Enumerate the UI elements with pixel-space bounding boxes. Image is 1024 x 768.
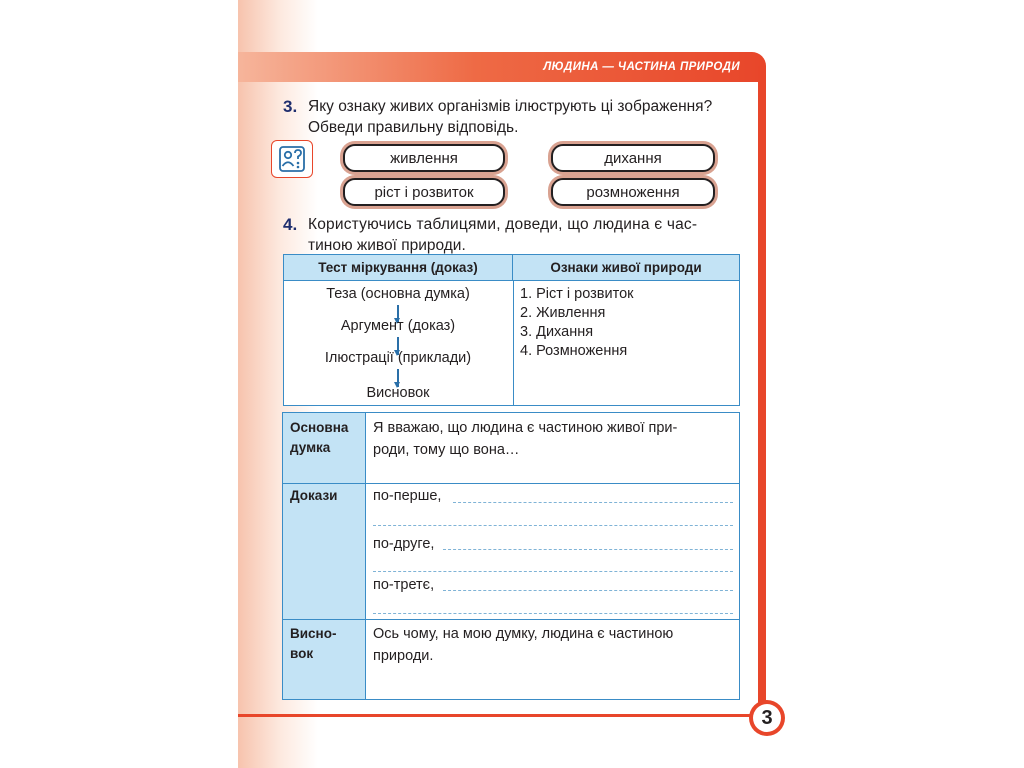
evidence-first [373,485,728,507]
chain-item-illustrations: Ілюстрації (приклади) [324,350,472,366]
task-text-line: Користуючись таблицями, доведи, що людина є час- [308,216,698,233]
evidence-label: по-третє, [373,577,435,593]
sign-item: 1. Ріст і розвиток [520,286,634,302]
sign-item: 4. Розмноження [520,343,628,359]
text-line: природи. [373,648,434,664]
task-4 [283,214,753,258]
answer-line-third-2[interactable] [373,613,733,614]
text-line: Ось чому, на мою думку, людина є частиною [373,626,674,642]
table-divider [513,281,514,405]
answer-option-nutrition[interactable]: живлення [343,144,505,172]
evidence-third [373,574,728,596]
answer-line-second-2[interactable] [373,571,733,572]
answer-line-second[interactable] [443,549,733,550]
chain-item-thesis: Теза (основна думка) [326,286,470,302]
answer-option-reproduction[interactable]: розмноження [551,178,715,206]
main-idea-text [373,417,728,461]
answer-line-first-2[interactable] [373,525,733,526]
row-label-line: Висно- [290,626,337,641]
task-text [308,96,712,138]
table-header-reasoning: Тест міркування (доказ) [284,255,513,281]
sign-item: 3. Дихання [520,324,594,340]
task-text-line: Обведи правильну відповідь. [308,119,519,136]
row-label-evidence [290,486,362,506]
row-label-line: вок [290,646,314,661]
chain-item-argument: Аргумент (доказ) [340,318,456,334]
row-divider [283,619,739,620]
person-question-icon [271,140,313,178]
task-number: 4. [283,215,298,234]
row-label-line: Основна [290,420,349,435]
page-border-bottom [238,714,758,717]
reasoning-table [283,254,740,406]
row-divider [283,483,739,484]
answer-line-third[interactable] [443,590,733,591]
text-line: роди, тому що вона… [373,442,520,458]
page-border-right [758,66,766,716]
row-label-conclusion [290,624,362,664]
task-number: 3. [283,97,298,116]
chapter-header [238,52,766,82]
evidence-second [373,533,728,555]
task-text [308,214,697,256]
page-number-badge [749,700,785,736]
sign-item: 2. Живлення [520,305,606,321]
evidence-label: по-перше, [373,488,442,504]
text-line: Я вважаю, що людина є частиною живої при- [373,420,678,436]
task-text-line: тиною живої природи. [308,237,466,254]
answer-line-first[interactable] [453,502,733,503]
row-label-line: думка [290,440,331,455]
row-label-main-idea [290,418,362,458]
task-text-line: Яку ознаку живих організмів ілюструють ці зображення? [308,98,713,115]
answer-option-growth[interactable]: ріст і розвиток [343,178,505,206]
task-3 [283,96,753,140]
chain-item-conclusion: Висновок [366,385,430,401]
row-label-line: Докази [290,488,338,503]
conclusion-text [373,623,728,667]
answer-option-breathing[interactable]: дихання [551,144,715,172]
evidence-label: по-друге, [373,536,435,552]
page-number: 3 [753,704,781,732]
argument-table [282,412,740,700]
chapter-title: ЛЮДИНА — ЧАСТИНА ПРИРОДИ [543,61,740,73]
table-header-signs: Ознаки живої природи [513,255,739,281]
